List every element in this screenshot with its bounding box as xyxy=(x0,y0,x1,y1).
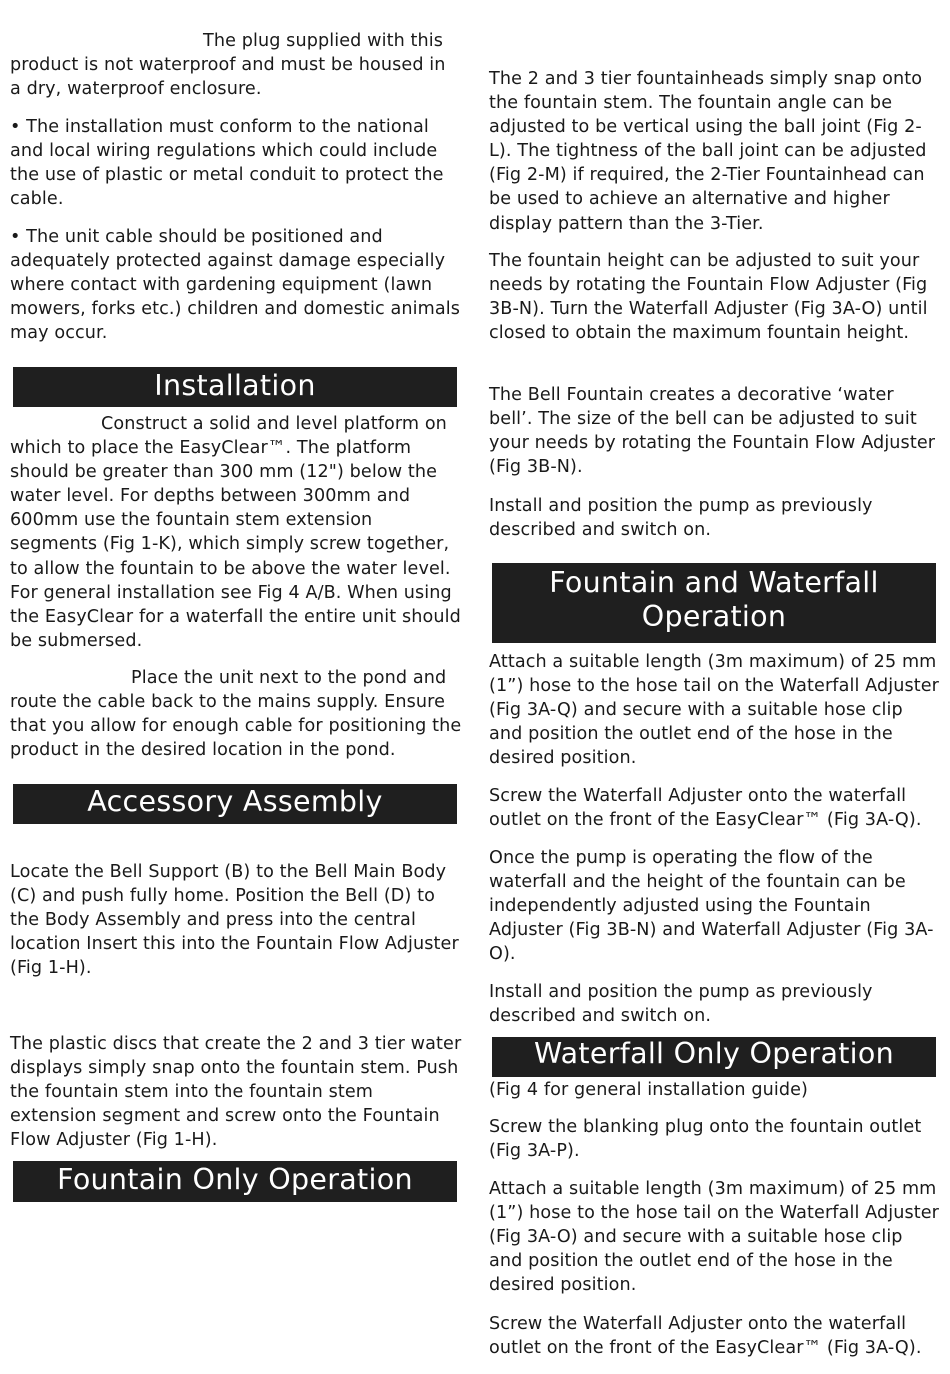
cable-protection-paragraph: • The unit cable should be positioned and adequately protected against damage especially where contact with gardening equipment (lawn mowers, forks etc.) children and domestic animals may occur. xyxy=(10,227,460,344)
screw-adjuster-paragraph-2: Screw the Waterfall Adjuster onto the waterfall outlet on the front of the EasyClear™ (Fig 3A-Q). xyxy=(489,1314,922,1359)
bell-fountain-paragraph: The Bell Fountain creates a decorative ‘water bell’. The size of the bell can be adjusted to suit your needs by rotating the Fountain Flow Adjuster (Fig 3B-N). xyxy=(489,385,936,478)
fountain-height-paragraph: The fountain height can be adjusted to suit your needs by rotating the Fountain Flow Adjuster (Fig 3B-N). Turn the Waterfall Adjuster (Fig 3A-O) until closed to obtain the maximum fountain height. xyxy=(489,251,928,344)
accessory-assembly-heading: Accessory Assembly xyxy=(13,784,457,824)
attach-hose-paragraph-2: Attach a suitable length (3m maximum) of 25 mm (1”) hose to the hose tail on the Waterfall Adjuster (Fig 3A-O) and secure with a suitable hose clip and position the outlet end of the hose in the desired position. xyxy=(489,1179,939,1296)
general-guide-note: (Fig 4 for general installation guide) xyxy=(489,1080,808,1100)
fountain-and-waterfall-heading: Fountain and Waterfall Operation xyxy=(492,563,936,643)
attach-hose-paragraph: Attach a suitable length (3m maximum) of 25 mm (1”) hose to the hose tail on the Waterfall Adjuster (Fig 3A-Q) and secure with a suitable hose clip and position the outlet end of the hose in the desired position. xyxy=(489,652,939,769)
independent-adjust-paragraph: Once the pump is operating the flow of the waterfall and the height of the fountain can be independently adjusted using the Fountain Adjuster (Fig 3B-N) and Waterfall Adjuster (Fig 3A-O). xyxy=(489,848,934,965)
bell-assembly-paragraph: Locate the Bell Support (B) to the Bell Main Body (C) and push fully home. Position the Bell (D) to the Body Assembly and press into the central location Insert this into the Fountain Flow Adjuster (Fig 1-H). xyxy=(10,862,459,979)
blanking-plug-paragraph: Screw the blanking plug onto the fountain outlet (Fig 3A-P). xyxy=(489,1117,922,1162)
installation-heading: Installation xyxy=(13,367,457,407)
wiring-regulations-paragraph: • The installation must conform to the national and local wiring regulations which could include the use of plastic or metal conduit to protect the cable. xyxy=(10,117,444,210)
install-pump-paragraph-2: Install and position the pump as previously described and switch on. xyxy=(489,982,873,1027)
tier-discs-paragraph: The plastic discs that create the 2 and 3 tier water displays simply snap onto the fountain stem. Push the fountain stem into the fountain stem extension segment and screw onto the Fountain Flow Adjuster (Fig 1-H). xyxy=(10,1034,462,1151)
cable-routing-paragraph: Place the unit next to the pond and route the cable back to the mains supply. Ensure that you allow for enough cable for positioning the product in the desired location in the pond. xyxy=(10,668,462,761)
install-pump-paragraph: Install and position the pump as previously described and switch on. xyxy=(489,496,873,541)
fountainheads-paragraph: The 2 and 3 tier fountainheads simply snap onto the fountain stem. The fountain angle can be adjusted to be vertical using the ball joint (Fig 2-L). The tightness of the ball joint can be adjusted (Fig 2-M) if required, the 2-Tier Fountainhead can be used to achieve an alternative and higher display pattern than the 3-Tier. xyxy=(489,69,927,234)
screw-adjuster-paragraph: Screw the Waterfall Adjuster onto the waterfall outlet on the front of the EasyClear™ (Fig 3A-Q). xyxy=(489,786,922,831)
installation-platform-paragraph: Construct a solid and level platform on which to place the EasyClear™. The platform should be greater than 300 mm (12") below the water level. For depths between 300mm and 600mm use the fountain stem extension segments (Fig 1-K), which simply screw together, to allow the fountain to be above the water level. For general installation see Fig 4 A/B. When using the EasyClear for a waterfall the entire unit should be submersed. xyxy=(10,414,461,651)
waterfall-only-operation-heading: Waterfall Only Operation xyxy=(492,1037,936,1077)
fountain-only-operation-heading: Fountain Only Operation xyxy=(13,1161,457,1202)
plug-warning-paragraph: The plug supplied with this product is not waterproof and must be housed in a dry, waterproof enclosure. xyxy=(10,31,446,100)
